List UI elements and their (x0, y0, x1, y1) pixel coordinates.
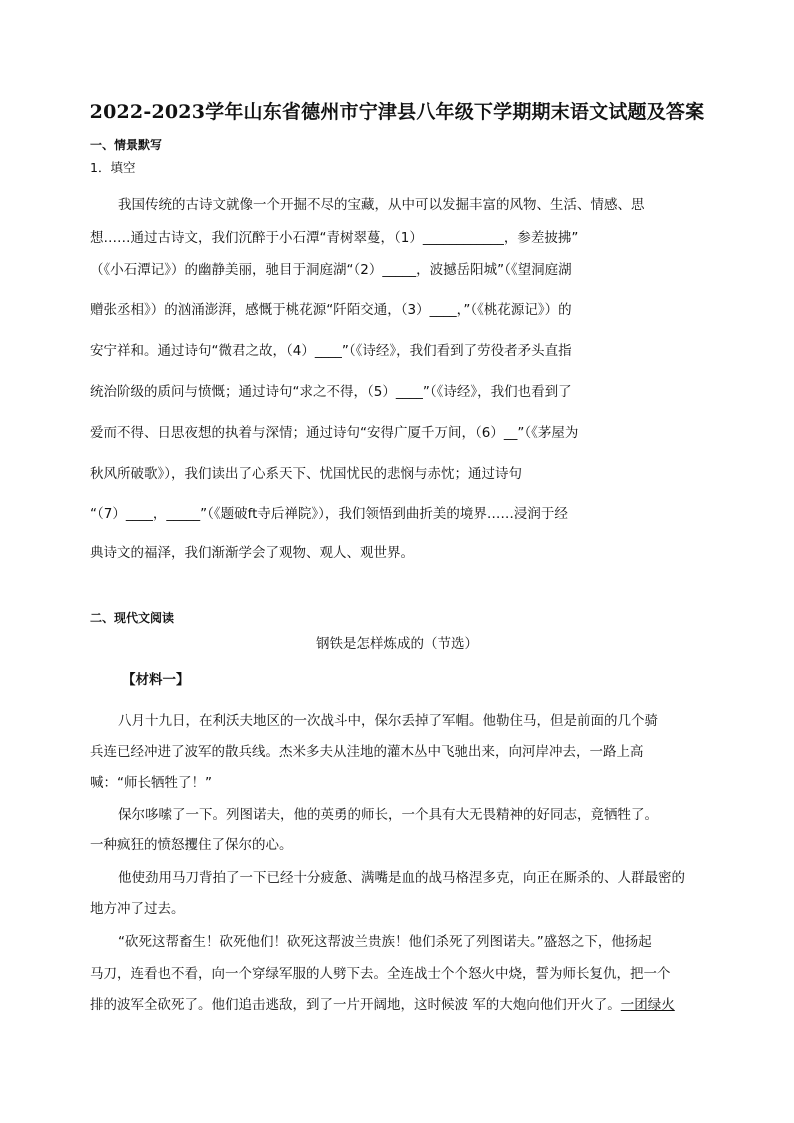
passage-line: 保尔哆嗦了一下。列图诺夫，他的英勇的师长，一个具有大无畏精神的好同志，竟牺牲了。 (118, 807, 658, 823)
passage-line: （《小石潭记》）的幽静美丽，驰目于洞庭湖“（2）_____，波撼岳阳城”（《望洞庭湖 (90, 262, 572, 278)
passage-line: 八月十九日，在利沃夫地区的一次战斗中，保尔丢掉了军帽。他勒住马，但是前面的几个骑 (118, 713, 658, 729)
passage-line: 一种疯狂的愤怒攫住了保尔的心。 (90, 837, 293, 853)
document-title: 2022-2023学年山东省德州市宁津县八年级下学期期末语文试题及答案 (89, 101, 705, 123)
passage-line: 地方冲了过去。 (90, 901, 185, 917)
section-heading-2: 二、现代文阅读 (90, 611, 175, 625)
passage-line: 安宁祥和。通过诗句“微君之故，（4）____”（《诗经》，我们看到了劳役者矛头直指 (90, 343, 572, 359)
passage-line: 他使劲用马刀背拍了一下已经十分疲惫、满嘴是血的战马格涅多克，向正在厮杀的、人群最密的 (118, 870, 685, 886)
section-heading-1: 一、情景默写 (90, 138, 163, 152)
passage-line: 想……通过古诗文，我们沉醉于小石潭“青树翠蔓，（1）____________，参差披拂” (90, 230, 579, 246)
passage-line: 我国传统的古诗文就像一个开掘不尽的宝藏，从中可以发掘丰富的风物、生活、情感、思 (118, 197, 645, 213)
material-label: 【材料一】 (122, 672, 190, 688)
passage-text: 排的波军全砍死了。他们追击逃敌，到了一片开阔地，这时候波 军的大炮向他们开火了。 (90, 997, 621, 1013)
passage-line: 统治阶级的质问与愤慨；通过诗句“求之不得，（5）____”（《诗经》，我们也看到了 (90, 384, 572, 400)
passage-line: 喊：“师长牺牲了！” (90, 775, 212, 791)
passage-line-last (90, 993, 675, 1013)
underlined-phrase: 一团绿火 (620, 997, 675, 1013)
passage-subtitle: 钢铁是怎样炼成的（节选） (316, 636, 478, 652)
passage-line: “砍死这帮畜生！砍死他们！砍死这帮波兰贵族！他们杀死了列图诺夫。”盛怒之下，他扬起 (118, 934, 652, 950)
passage-line: 秋风所破歌》），我们读出了心系天下、忧国忧民的悲悯与赤忱；通过诗句 (90, 466, 522, 482)
passage-line: 爱而不得、日思夜想的执着与深情；通过诗句“安得广厦千万间，（6）__”（《茅屋为 (90, 425, 579, 441)
question-label: 1．填空 (90, 160, 136, 175)
passage-line: 赠张丞相》）的汹涌澎湃，感慨于桃花源“阡陌交通，（3）____，”（《桃花源记》）的 (90, 302, 572, 318)
passage-line: “（7）____，_____”（《题破ft寺后禅院》），我们领悟到曲折美的境界……浸润于经 (90, 506, 568, 522)
passage-line: 典诗文的福泽，我们渐渐学会了观物、观人、观世界。 (90, 545, 414, 561)
passage-line: 马刀，连看也不看，向一个穿绿军服的人劈下去。全连战士个个怒火中烧，誓为师长复仇，把一个 (90, 966, 671, 982)
passage-line: 兵连已经冲进了波军的散兵线。杰米多夫从洼地的灌木丛中飞驰出来，向河岸冲去，一路上高 (90, 744, 644, 760)
